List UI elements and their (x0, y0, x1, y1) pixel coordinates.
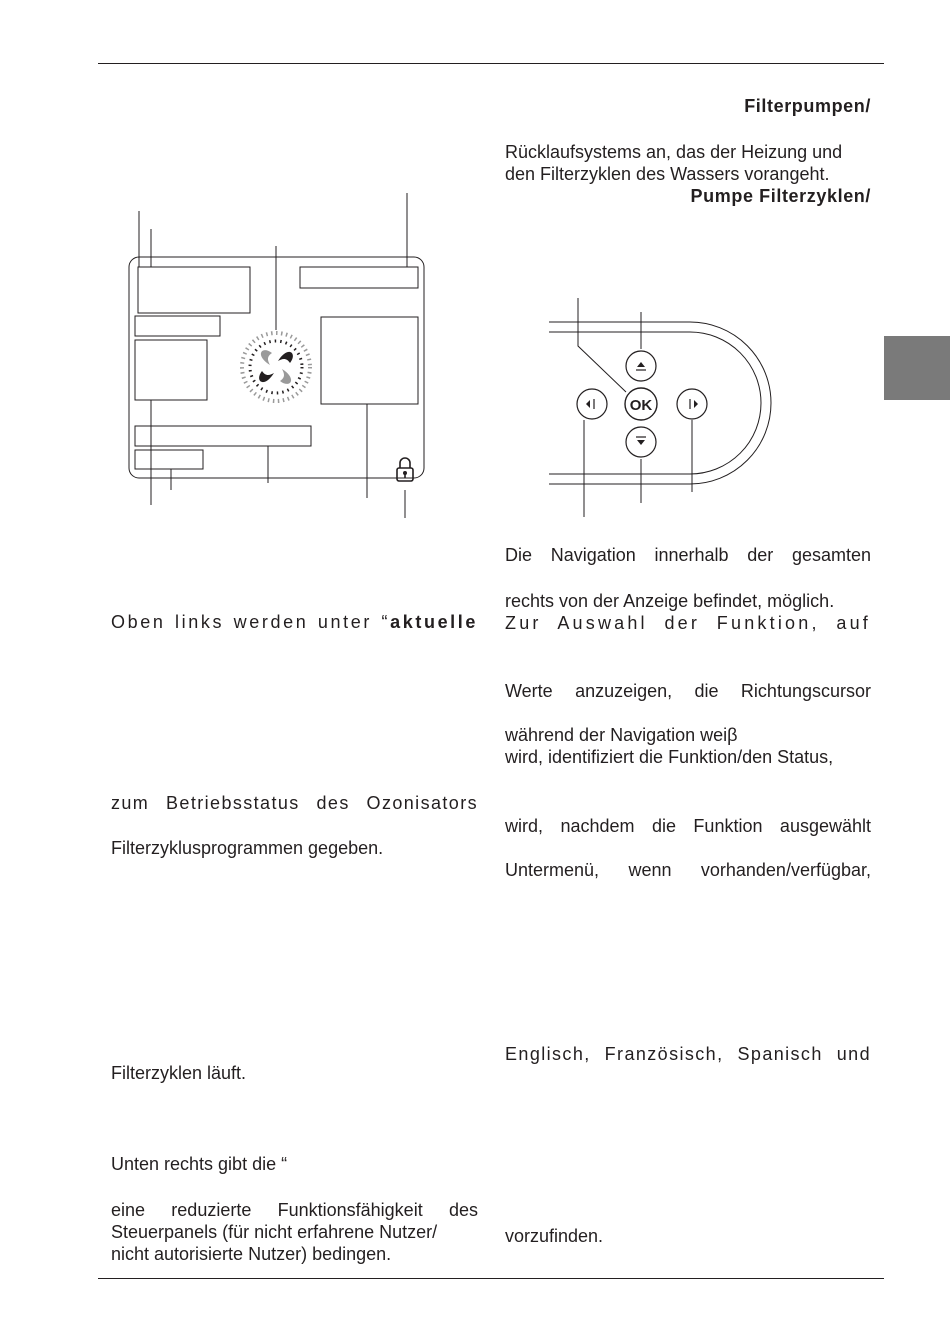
nav-line5: während der Navigation weiβ (505, 725, 738, 745)
ok-button[interactable] (625, 388, 657, 420)
top-left-bold: aktuelle (390, 612, 478, 632)
nav-line1: Die Navigation innerhalb der gesamten (505, 545, 871, 565)
para1-line2: den Filterzyklen des Wassers vorangeht. (505, 164, 830, 184)
nav-line2: rechts von der Anzeige befindet, möglich. (505, 591, 835, 611)
filter-cycles-line: Filterzyklen läuft. (111, 1063, 247, 1083)
arrow-right-button[interactable] (677, 389, 707, 419)
top-left-line (111, 611, 478, 633)
nav-line4: Werte anzuzeigen, die Richtungscursor (505, 681, 871, 701)
reduced-line1: eine reduzierte Funktionsfähigkeit des (111, 1200, 478, 1220)
arrow-up-button[interactable] (626, 351, 656, 381)
nav-line6: wird, identifiziert die Funktion/den Status, (505, 747, 834, 767)
top-left-prefix: Oben links werden unter “ (111, 612, 391, 632)
para1-line1: Rücklaufsystems an, das der Heizung und (505, 142, 843, 162)
arrow-down-button[interactable] (626, 427, 656, 457)
bottom-right-line: Unten rechts gibt die “ (111, 1154, 288, 1174)
last-line: vorzufinden. (505, 1226, 604, 1246)
heading-filter-pump: Filterpumpen/ (744, 96, 871, 116)
arrow-left-button[interactable] (577, 389, 607, 419)
nav-line8: Untermenü, wenn vorhanden/verfügbar, (505, 860, 871, 880)
ok-label: OK (629, 397, 653, 414)
nav-line3: Zur Auswahl der Funktion, auf (505, 613, 871, 633)
heading-pump-cycles: Pumpe Filterzyklen/ (690, 186, 871, 206)
nav-line7: wird, nachdem die Funktion ausgewählt (505, 816, 871, 836)
ozon-line: zum Betriebsstatus des Ozonisators (111, 793, 478, 813)
filter-prog-line: Filterzyklusprogrammen gegeben. (111, 838, 384, 858)
reduced-line3: nicht autorisierte Nutzer) bedingen. (111, 1244, 392, 1264)
lang-line: Englisch, Französisch, Spanisch und (505, 1044, 871, 1064)
reduced-line2: Steuerpanels (für nicht erfahrene Nutzer/ (111, 1222, 438, 1242)
